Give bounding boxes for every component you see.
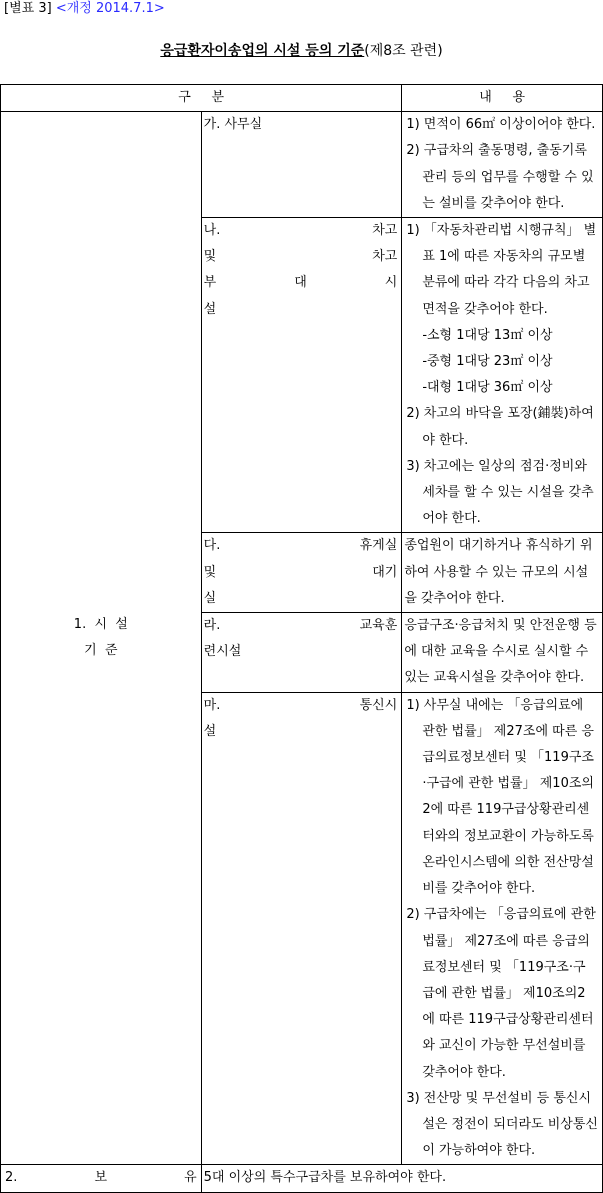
row-content-comm	[402, 692, 603, 1165]
section2-label: 2. 보 유	[1, 1165, 202, 1192]
list-item: 1) 면적이 66㎡ 이상이어야 한다.	[406, 117, 596, 133]
section1-label: 1. 시 설 기 준	[1, 112, 202, 1165]
row-content-rest	[402, 533, 603, 613]
row-label-rest: 다. 휴게실 및 대기 실	[201, 533, 402, 613]
list-item: 2) 구급차의 출동명령, 출동기록관리 등의 업무를 수행할 수 있는 설비를 갖추어야 한다.	[406, 143, 594, 211]
list-item: -대형 1대당 36㎡ 이상	[422, 380, 553, 396]
list-item: 종업원이 대기하거나 휴식하기 위하여 사용할 수 있는 규모의 시설을 갖추어야 한다.	[404, 538, 593, 606]
row-content-holding	[201, 1165, 602, 1192]
list-item: 1) 「자동차관리법 시행규칙」 별표 1에 따른 자동차의 규모별 분류에 따라 각각 다음의 차고 면적을 갖추어야 한다.	[406, 223, 597, 317]
title-note: (제8조 관련)	[364, 43, 443, 59]
title-main: 응급환자이송업의 시설 등의 기준	[160, 43, 365, 59]
document-header	[4, 0, 165, 20]
table-row-holding	[1, 1165, 603, 1192]
row-label-office: 가. 사무실	[201, 112, 402, 218]
row-label-garage: 나. 차고 및 차고 부 대 시 설	[201, 218, 402, 533]
list-item: 3) 전산망 및 무선설비 등 통신시설은 정전이 되더라도 비상통신이 가능하여야 한다.	[406, 1090, 598, 1159]
row-content-education	[402, 613, 603, 693]
annex-number: [별표 3]	[4, 1, 52, 16]
list-item: 2) 구급차에는 「응급의료에 관한 법률」 제27조에 따른 응급의료정보센터 및 「119구조·구급에 관한 법률」 제10조의2에 따른 119구급상황관리센터와 교신이 가능한 무선설비를 갖추어야 한다.	[406, 907, 596, 1080]
document-title	[0, 40, 603, 60]
list-item: 2) 차고의 바닥을 포장(鋪裝)하여야 한다.	[406, 406, 594, 448]
list-item: -중형 1대당 23㎡ 이상	[422, 354, 553, 370]
list-item: 5대 이상의 특수구급차를 보유하여야 한다.	[203, 1170, 447, 1186]
header-category-cell: 구 분	[1, 85, 402, 112]
row-label-education: 라. 교육훈 련시설	[201, 613, 402, 693]
table-header-row	[1, 85, 603, 112]
list-item: 응급구조·응급처치 및 안전운행 등에 대한 교육을 수시로 실시할 수 있는 교육시설을 갖추어야 한다.	[404, 618, 597, 686]
list-item: 1) 사무실 내에는 「응급의료에 관한 법률」 제27조에 따른 응급의료정보센터 및 「119구조·구급에 관한 법률」 제10조의2에 따른 119구급상황관리센터와의 정보교환이 가능하도록 온라인시스템에 의한 전산망설비를 갖추어야 한다.	[406, 697, 594, 897]
list-item: -소형 1대당 13㎡ 이상	[422, 327, 553, 343]
revision-date: <개정 2014.7.1>	[55, 1, 165, 16]
list-item: 3) 차고에는 일상의 점검·정비와 세차를 할 수 있는 시설을 갖추어야 한다.	[406, 458, 594, 527]
standards-table	[0, 84, 603, 1193]
row-content-office	[402, 112, 603, 218]
table-row-office	[1, 112, 603, 218]
row-label-comm: 마. 통신시 설	[201, 692, 402, 1165]
header-content-cell: 내 용	[402, 85, 603, 112]
row-content-garage	[402, 218, 603, 533]
